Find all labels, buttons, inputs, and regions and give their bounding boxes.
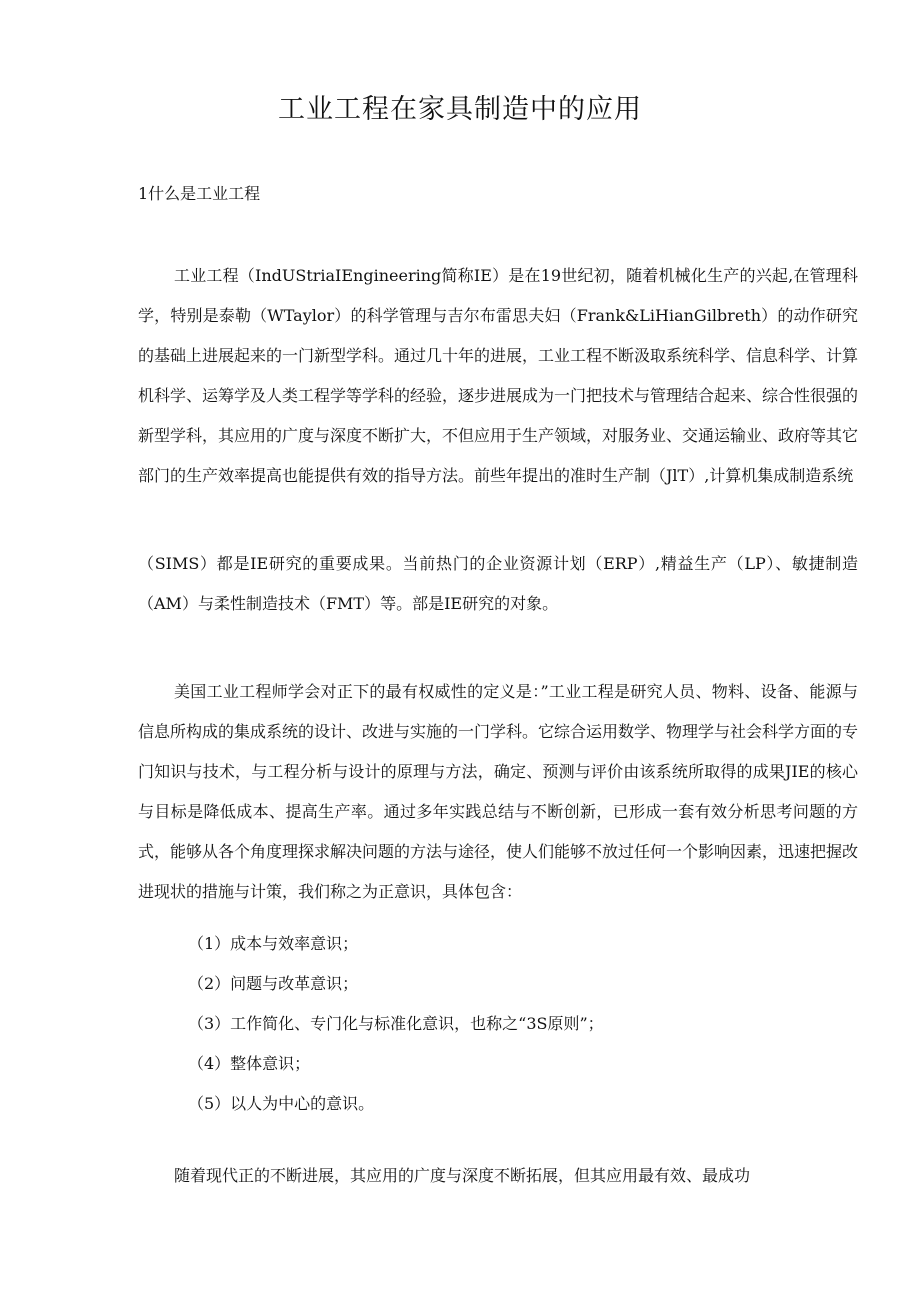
document-title: 工业工程在家具制造中的应用 bbox=[278, 94, 642, 125]
paragraph-ie-history: 工业工程（IndUStriaIEngineering简称IE）是在19世纪初，随着机械化生产的兴起,在管理科学，特别是泰勒（WTaylor）的科学管理与吉尔布雷思夫妇（Frank&LiHianGilbreth）的动作研究的基础上进展起来的一门新型学科。通过几十年的进展，工业工程不断汲取系统科学、信息科学、计算机科学、运筹学及人类工程学等学科的经验，逐步进展成为一门把技术与管理结合起来、综合性很强的新型学科，其应用的广度与深度不断扩大，不但应用于生产领域，对服务业、交通运输业、政府等其它部门的生产效率提高也能提供有效的指导方法。前些年提出的准时生产制（JlT）,计算机集成制造系统 bbox=[138, 266, 859, 485]
list-item: （3）工作简化、专门化与标准化意识，也称之“3S原则”； bbox=[188, 1014, 604, 1033]
list-item: （5）以人为中心的意识。 bbox=[188, 1094, 375, 1113]
list-item: （4）整体意识； bbox=[188, 1054, 311, 1073]
list-item: （2）问题与改革意识； bbox=[188, 974, 359, 993]
list-item: （1）成本与效率意识； bbox=[188, 934, 359, 953]
ie-awareness-list bbox=[188, 924, 604, 1124]
section-heading: 1什么是工业工程 bbox=[138, 184, 261, 203]
paragraph-ie-development: 随着现代正的不断进展，其应用的广度与深度不断拓展，但其应用最有效、最成功 bbox=[174, 1166, 751, 1185]
paragraph-ie-definition: 美国工业工程师学会对正下的最有权威性的定义是：”工业工程是研究人员、物料、设备、能源与信息所构成的集成系统的设计、改进与实施的一门学科。它综合运用数学、物理学与社会科学方面的专门知识与技术，与工程分析与设计的原理与方法，确定、预测与评价由该系统所取得的成果JIE的核心与目标是降低成本、提高生产率。通过多年实践总结与不断创新，已形成一套有效分析思考问题的方式，能够从各个角度理探求解决问题的方法与途径，使人们能够不放过任何一个影响因素，迅速把握改进现状的措施与计策，我们称之为正意识，具体包含： bbox=[138, 682, 859, 901]
paragraph-ie-history-continued: （SIMS）都是IE研究的重要成果。当前热门的企业资源计划（ERP）,精益生产（LP）、敏捷制造（AM）与柔性制造技术（FMT）等。部是IE研究的对象。 bbox=[138, 554, 858, 613]
